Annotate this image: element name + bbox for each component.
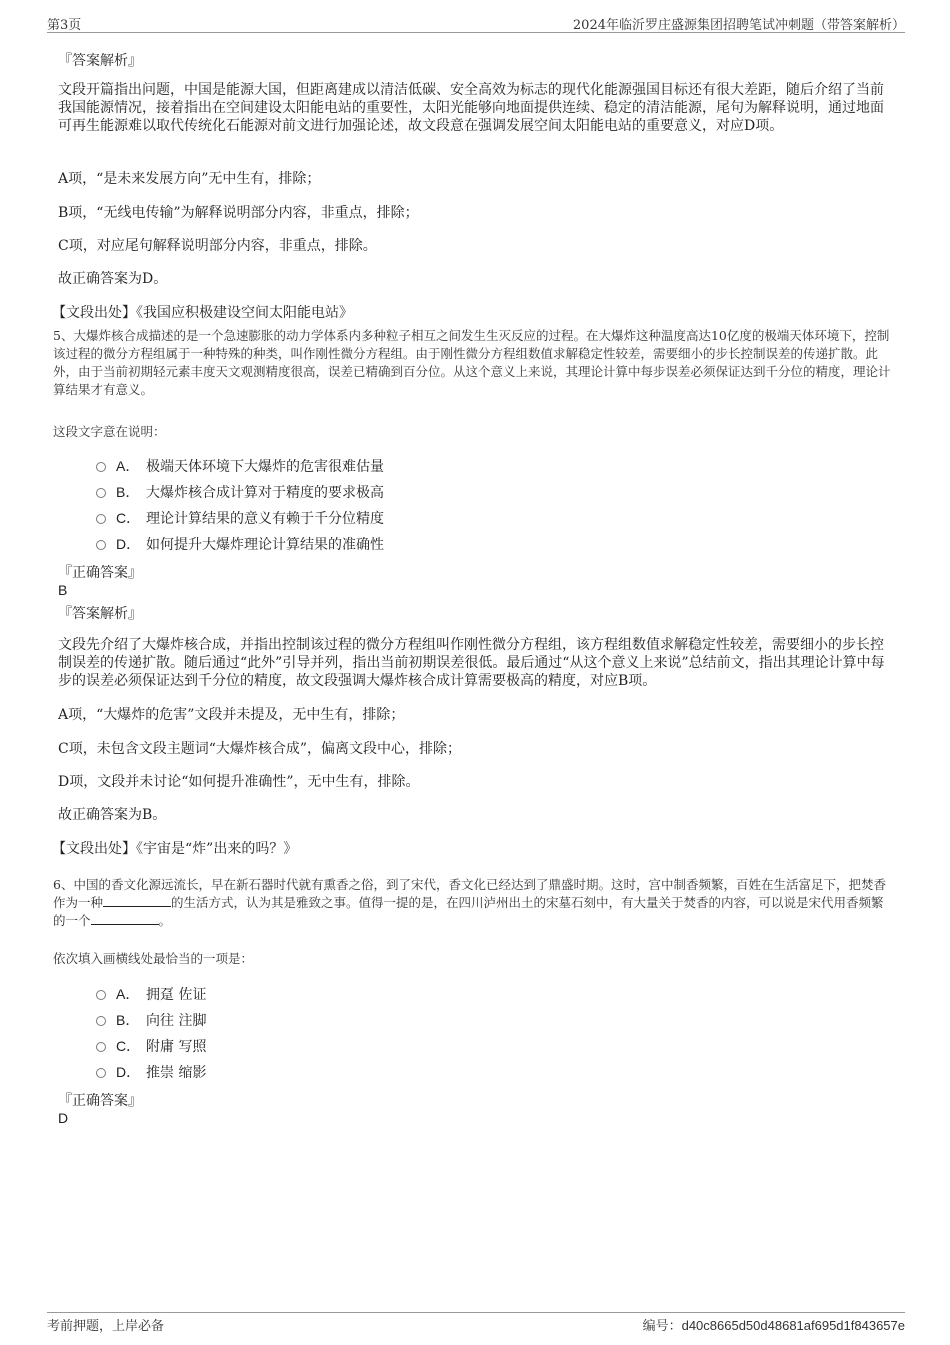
- q5-note-a: A项，“大爆炸的危害”文段并未提及，无中生有，排除；: [58, 707, 405, 723]
- q6-correct-label: 『正确答案』: [58, 1093, 142, 1109]
- q5-analysis-text: 文段先介绍了大爆炸核合成，并指出控制该过程的微分方程组叫作刚性微分方程组，该方程组数值求解稳定性较差，需要细小的步长控制误差的传递扩散。随后通过“此外”引导并列，指出当前初期误差很低。最后通过“从这个意义上来说”总结前文，指出其理论计算中每步的误差必须保证达到千分位的精度，故文段强调大爆炸核合成计算需要极高的精度，对应B项。: [58, 637, 885, 689]
- q5-source: 【文段出处】《宇宙是“炸”出来的吗？》: [52, 841, 298, 857]
- q4-conclusion: 故正确答案为D。: [58, 271, 168, 287]
- fill-blank-2: [91, 912, 159, 925]
- radio-icon[interactable]: [96, 1016, 106, 1026]
- q6-question: 依次填入画横线处最恰当的一项是：: [53, 951, 254, 966]
- radio-icon[interactable]: [96, 514, 106, 524]
- page-footer: [47, 1312, 905, 1333]
- q4-note-a: A项，“是未来发展方向”无中生有，排除；: [58, 171, 321, 187]
- q4-analysis-text: 文段开篇指出问题，中国是能源大国，但距离建成以清洁低碳、安全高效为标志的现代化能源强国目标还有很大差距，随后介绍了当前我国能源情况，接着指出在空间建设太阳能电站的重要性，太阳光能够向地面提供连续、稳定的清洁能源，尾句为解释说明，通过地面可再生能源难以取代传统化石能源对前文进行加强论述，故文段意在强调发展空间太阳能电站的重要意义，对应D项。: [58, 82, 884, 134]
- q5-option-a[interactable]: A． 极端天体环境下大爆炸的危害很难估量: [96, 457, 384, 476]
- q5-question: 这段文字意在说明：: [53, 424, 166, 439]
- q5-note-c: C项，未包含文段主题词“大爆炸核合成”，偏离文段中心，排除；: [58, 741, 462, 757]
- q5-correct-answer: B: [58, 582, 68, 598]
- footer-slogan: 考前押题，上岸必备: [47, 1319, 165, 1334]
- document-title: 2024年临沂罗庄盛源集团招聘笔试冲刺题（带答案解析）: [572, 18, 905, 33]
- radio-icon[interactable]: [96, 488, 106, 498]
- q4-analysis-label: 『答案解析』: [58, 53, 142, 69]
- q6-option-d[interactable]: D． 推崇 缩影: [96, 1063, 206, 1082]
- q6-stem: 6、中国的香文化源远流长，早在新石器时代就有熏香之俗，到了宋代，香文化已经达到了鼎盛时期。这时，宫中制香频繁，百姓在生活富足下，把焚香作为一种 的生活方式，认为其是雅致之事。值得一提的是，在四川泸州出土的宋墓石刻中，有大量关于焚香的内容，可以说是宋代用香频繁的一个 。: [53, 877, 886, 928]
- radio-icon[interactable]: [96, 1042, 106, 1052]
- q5-stem: 5、大爆炸核合成描述的是一个急速膨胀的动力学体系内多种粒子相互之间发生生灭反应的过程。在大爆炸这种温度高达10亿度的极端天体环境下，控制该过程的微分方程组属于一种特殊的种类，叫作刚性微分方程组。由于刚性微分方程组数值求解稳定性较差，需要细小的步长控制误差的传递扩散。此外，由于当前初期轻元素丰度天文观测精度很高，误差已精确到百分位。从这个意义上来说，其理论计算中每步误差必须保证达到千分位的精度，理论计算结果才有意义。: [53, 328, 891, 397]
- q5-correct-label: 『正确答案』: [58, 565, 142, 581]
- q5-note-d: D项，文段并未讨论“如何提升准确性”，无中生有，排除。: [58, 774, 420, 790]
- q5-option-d[interactable]: D． 如何提升大爆炸理论计算结果的准确性: [96, 535, 384, 554]
- radio-icon[interactable]: [96, 540, 106, 550]
- q4-note-b: B项，“无线电传输”为解释说明部分内容，非重点，排除；: [58, 205, 419, 221]
- radio-icon[interactable]: [96, 990, 106, 1000]
- q4-note-c: C项，对应尾句解释说明部分内容，非重点，排除。: [58, 238, 377, 254]
- page-header: [47, 12, 905, 33]
- footer-code: 编号：d40c8665d50d48681af695d1f843657e: [642, 1318, 905, 1334]
- q6-option-a[interactable]: A． 拥趸 佐证: [96, 985, 206, 1004]
- q5-option-b[interactable]: B． 大爆炸核合成计算对于精度的要求极高: [96, 483, 384, 502]
- q5-analysis-label: 『答案解析』: [58, 606, 142, 622]
- radio-icon[interactable]: [96, 1068, 106, 1078]
- q6-option-b[interactable]: B． 向往 注脚: [96, 1011, 206, 1030]
- q5-option-c[interactable]: C． 理论计算结果的意义有赖于千分位精度: [96, 509, 384, 528]
- q6-option-c[interactable]: C． 附庸 写照: [96, 1037, 206, 1056]
- page-number: 第3页: [47, 18, 82, 33]
- radio-icon[interactable]: [96, 462, 106, 472]
- q5-conclusion: 故正确答案为B。: [58, 807, 167, 823]
- q6-correct-answer: D: [58, 1110, 69, 1126]
- fill-blank-1: [103, 894, 171, 907]
- q4-source: 【文段出处】《我国应积极建设空间太阳能电站》: [52, 305, 353, 321]
